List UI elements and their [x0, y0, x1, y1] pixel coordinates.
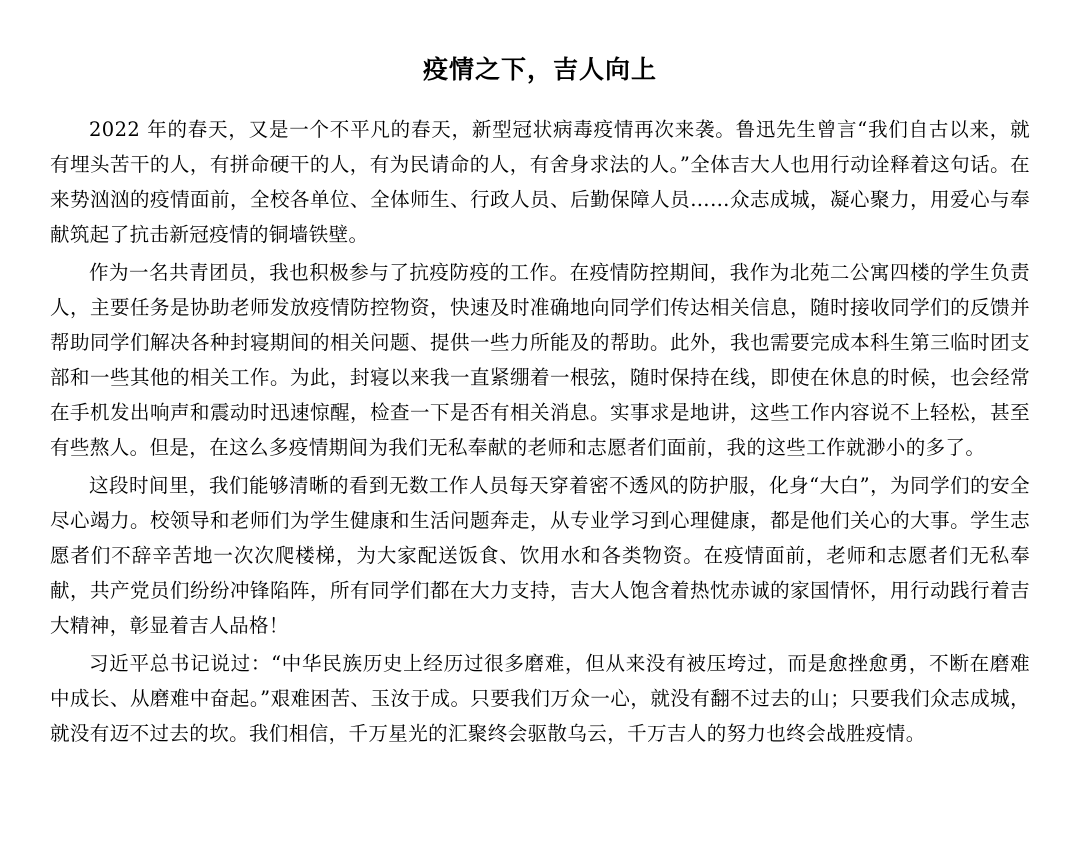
paragraph-1: 2022 年的春天，又是一个不平凡的春天，新型冠状病毒疫情再次来袭。鲁迅先生曾言“我们自古以来，就有埋头苦干的人，有拼命硬干的人，有为民请命的人，有舍身求法的人。”全体吉大人也用行动诠释着这句话。在来势汹汹的疫情面前，全校各单位、全体师生、行政人员、后勤保障人员……众志成城，凝心聚力，用爱心与奉献筑起了抗击新冠疫情的铜墙铁壁。 — [50, 118, 1030, 246]
document-body — [48, 112, 1032, 751]
paragraph-3: 这段时间里，我们能够清晰的看到无数工作人员每天穿着密不透风的防护服，化身“大白”，为同学们的安全尽心竭力。校领导和老师们为学生健康和生活问题奔走，从专业学习到心理健康，都是他们关心的大事。学生志愿者们不辞辛苦地一次次爬楼梯，为大家配送饭食、饮用水和各类物资。在疫情面前，老师和志愿者们无私奉献，共产党员们纷纷冲锋陷阵，所有同学们都在大力支持，吉大人饱含着热忱赤诚的家国情怀，用行动践行着吉大精神，彰显着吉人品格！ — [50, 474, 1030, 637]
paragraph-4: 习近平总书记说过：“中华民族历史上经历过很多磨难，但从来没有被压垮过，而是愈挫愈勇，不断在磨难中成长、从磨难中奋起。”艰难困苦、玉汝于成。只要我们万众一心，就没有翻不过去的山；只要我们众志成城，就没有迈不过去的坎。我们相信，千万星光的汇聚终会驱散乌云，千万吉人的努力也终会战胜疫情。 — [50, 652, 1030, 745]
paragraph-2: 作为一名共青团员，我也积极参与了抗疫防疫的工作。在疫情防控期间，我作为北苑二公寓四楼的学生负责人，主要任务是协助老师发放疫情防控物资，快速及时准确地向同学们传达相关信息，随时接收同学们的反馈并帮助同学们解决各种封寝期间的相关问题、提供一些力所能及的帮助。此外，我也需要完成本科生第三临时团支部和一些其他的相关工作。为此，封寝以来我一直紧绷着一根弦，随时保持在线，即使在休息的时候，也会经常在手机发出响声和震动时迅速惊醒，检查一下是否有相关消息。实事求是地讲，这些工作内容说不上轻松，甚至有些熬人。但是，在这么多疫情期间为我们无私奉献的老师和志愿者们面前，我的这些工作就渺小的多了。 — [50, 261, 1030, 459]
page-title: 疫情之下，吉人向上 — [422, 55, 657, 84]
